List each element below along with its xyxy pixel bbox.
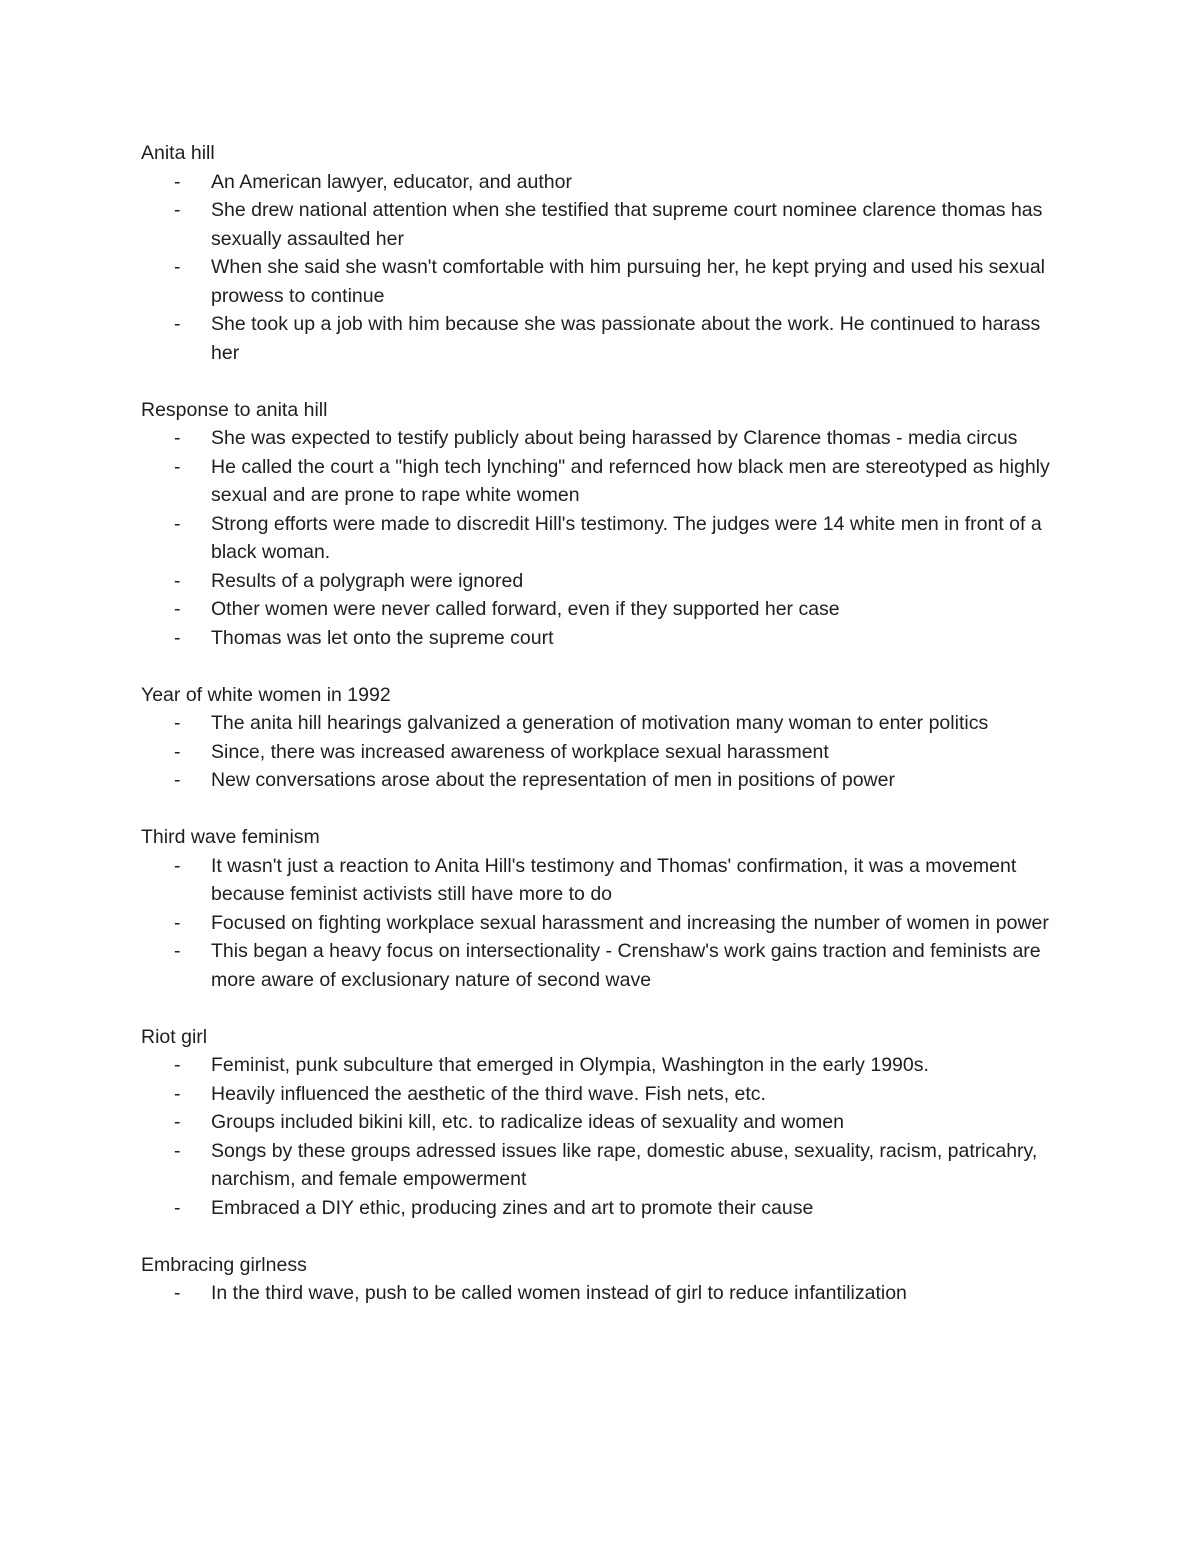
bullet-text: Results of a polygraph were ignored [211, 569, 524, 592]
bullet-dash: - [174, 199, 181, 221]
bullet-item [141, 253, 1071, 310]
bullet-item [141, 709, 1071, 738]
bullet-item [141, 196, 1071, 253]
bullet-item [141, 852, 1071, 909]
bullet-dash: - [174, 740, 181, 763]
bullet-item [141, 510, 1071, 567]
notes-section [141, 1023, 1071, 1223]
bullet-dash: - [174, 455, 181, 478]
bullet-text: In the third wave, push to be called women instead of girl to reduce infantilization [211, 1282, 907, 1304]
bullet-dash: - [174, 1054, 181, 1076]
bullet-item [141, 1080, 1071, 1109]
section-heading: Riot girl [141, 1025, 208, 1048]
bullet-item [141, 1194, 1071, 1223]
bullet-text: Since, there was increased awareness of workplace sexual harassment [211, 740, 829, 763]
bullet-text: Groups included bikini kill, etc. to radicalize ideas of sexuality and women [211, 1111, 844, 1133]
bullet-item [141, 766, 1071, 795]
section-heading: Response to anita hill [141, 398, 328, 421]
bullet-text: Songs by these groups adressed issues like rape, domestic abuse, sexuality, racism, patricahry, narchism, and female empowerment [211, 1139, 1038, 1190]
bullet-text: When she said she wasn't comfortable with him pursuing her, he kept prying and used his sexual prowess to continue [211, 256, 1046, 307]
bullet-text: Strong efforts were made to discredit Hill's testimony. The judges were 14 white men in front of a black woman. [211, 512, 1042, 563]
bullet-dash: - [174, 854, 181, 877]
bullet-text: The anita hill hearings galvanized a generation of motivation many woman to enter politics [211, 712, 989, 734]
bullet-item [141, 738, 1071, 767]
bullet-text: He called the court a "high tech lynching" and refernced how black men are stereotyped as highly sexual and are prone to rape white women [211, 455, 1050, 506]
bullet-text: Thomas was let onto the supreme court [211, 626, 554, 649]
bullet-item [141, 453, 1071, 510]
bullet-text: Other women were never called forward, even if they supported her case [211, 598, 840, 620]
bullet-dash: - [174, 569, 181, 592]
notes-section [141, 396, 1071, 653]
bullet-dash: - [174, 1082, 181, 1105]
bullet-item [141, 1051, 1071, 1080]
bullet-dash: - [174, 1196, 181, 1219]
bullet-dash: - [174, 1111, 181, 1133]
bullet-dash: - [174, 769, 181, 791]
bullet-item [141, 1279, 1071, 1308]
bullet-text: An American lawyer, educator, and author [211, 170, 572, 193]
bullet-list [141, 709, 1071, 795]
bullet-text: Focused on fighting workplace sexual harassment and increasing the number of women in power [211, 911, 1049, 934]
bullet-dash: - [174, 712, 181, 734]
bullet-text: Heavily influenced the aesthetic of the third wave. Fish nets, etc. [211, 1082, 766, 1105]
bullet-dash: - [174, 427, 181, 449]
document-page [141, 139, 1071, 1336]
bullet-item [141, 624, 1071, 653]
bullet-dash: - [174, 1282, 181, 1304]
bullet-dash: - [174, 911, 181, 934]
bullet-item [141, 424, 1071, 453]
bullet-text: She was expected to testify publicly about being harassed by Clarence thomas - media circus [211, 427, 1018, 449]
bullet-list [141, 852, 1071, 995]
notes-section [141, 823, 1071, 994]
bullet-list [141, 168, 1071, 368]
bullet-text: Embraced a DIY ethic, producing zines and art to promote their cause [211, 1196, 814, 1219]
bullet-dash: - [174, 598, 181, 620]
bullet-item [141, 1108, 1071, 1137]
bullet-item [141, 937, 1071, 994]
bullet-dash: - [174, 170, 181, 193]
section-heading: Third wave feminism [141, 826, 320, 848]
bullet-dash: - [174, 940, 181, 962]
bullet-item [141, 1137, 1071, 1194]
section-heading: Embracing girlness [141, 1253, 307, 1276]
bullet-text: She took up a job with him because she was passionate about the work. He continued to harass her [211, 313, 1041, 364]
bullet-item [141, 567, 1071, 596]
bullet-dash: - [174, 626, 181, 649]
bullet-dash: - [174, 512, 181, 535]
bullet-list [141, 1279, 1071, 1308]
bullet-item [141, 168, 1071, 197]
notes-section [141, 681, 1071, 795]
bullet-list [141, 424, 1071, 652]
bullet-dash: - [174, 256, 181, 278]
bullet-text: New conversations arose about the representation of men in positions of power [211, 769, 895, 791]
bullet-item [141, 310, 1071, 367]
bullet-text: It wasn't just a reaction to Anita Hill's testimony and Thomas' confirmation, it was a movement because feminist activists still have more to do [211, 854, 1017, 905]
bullet-list [141, 1051, 1071, 1222]
section-heading: Year of white women in 1992 [141, 683, 391, 706]
bullet-text: She drew national attention when she testified that supreme court nominee clarence thomas has sexually assaulted her [211, 199, 1043, 250]
bullet-text: This began a heavy focus on intersectionality - Crenshaw's work gains traction and feminists are more aware of exclusionary nature of second wave [211, 940, 1041, 991]
bullet-dash: - [174, 313, 181, 335]
notes-section [141, 1251, 1071, 1308]
notes-section [141, 139, 1071, 367]
section-heading: Anita hill [141, 142, 215, 164]
bullet-text: Feminist, punk subculture that emerged in Olympia, Washington in the early 1990s. [211, 1054, 929, 1076]
bullet-item [141, 909, 1071, 938]
bullet-dash: - [174, 1139, 181, 1162]
bullet-item [141, 595, 1071, 624]
